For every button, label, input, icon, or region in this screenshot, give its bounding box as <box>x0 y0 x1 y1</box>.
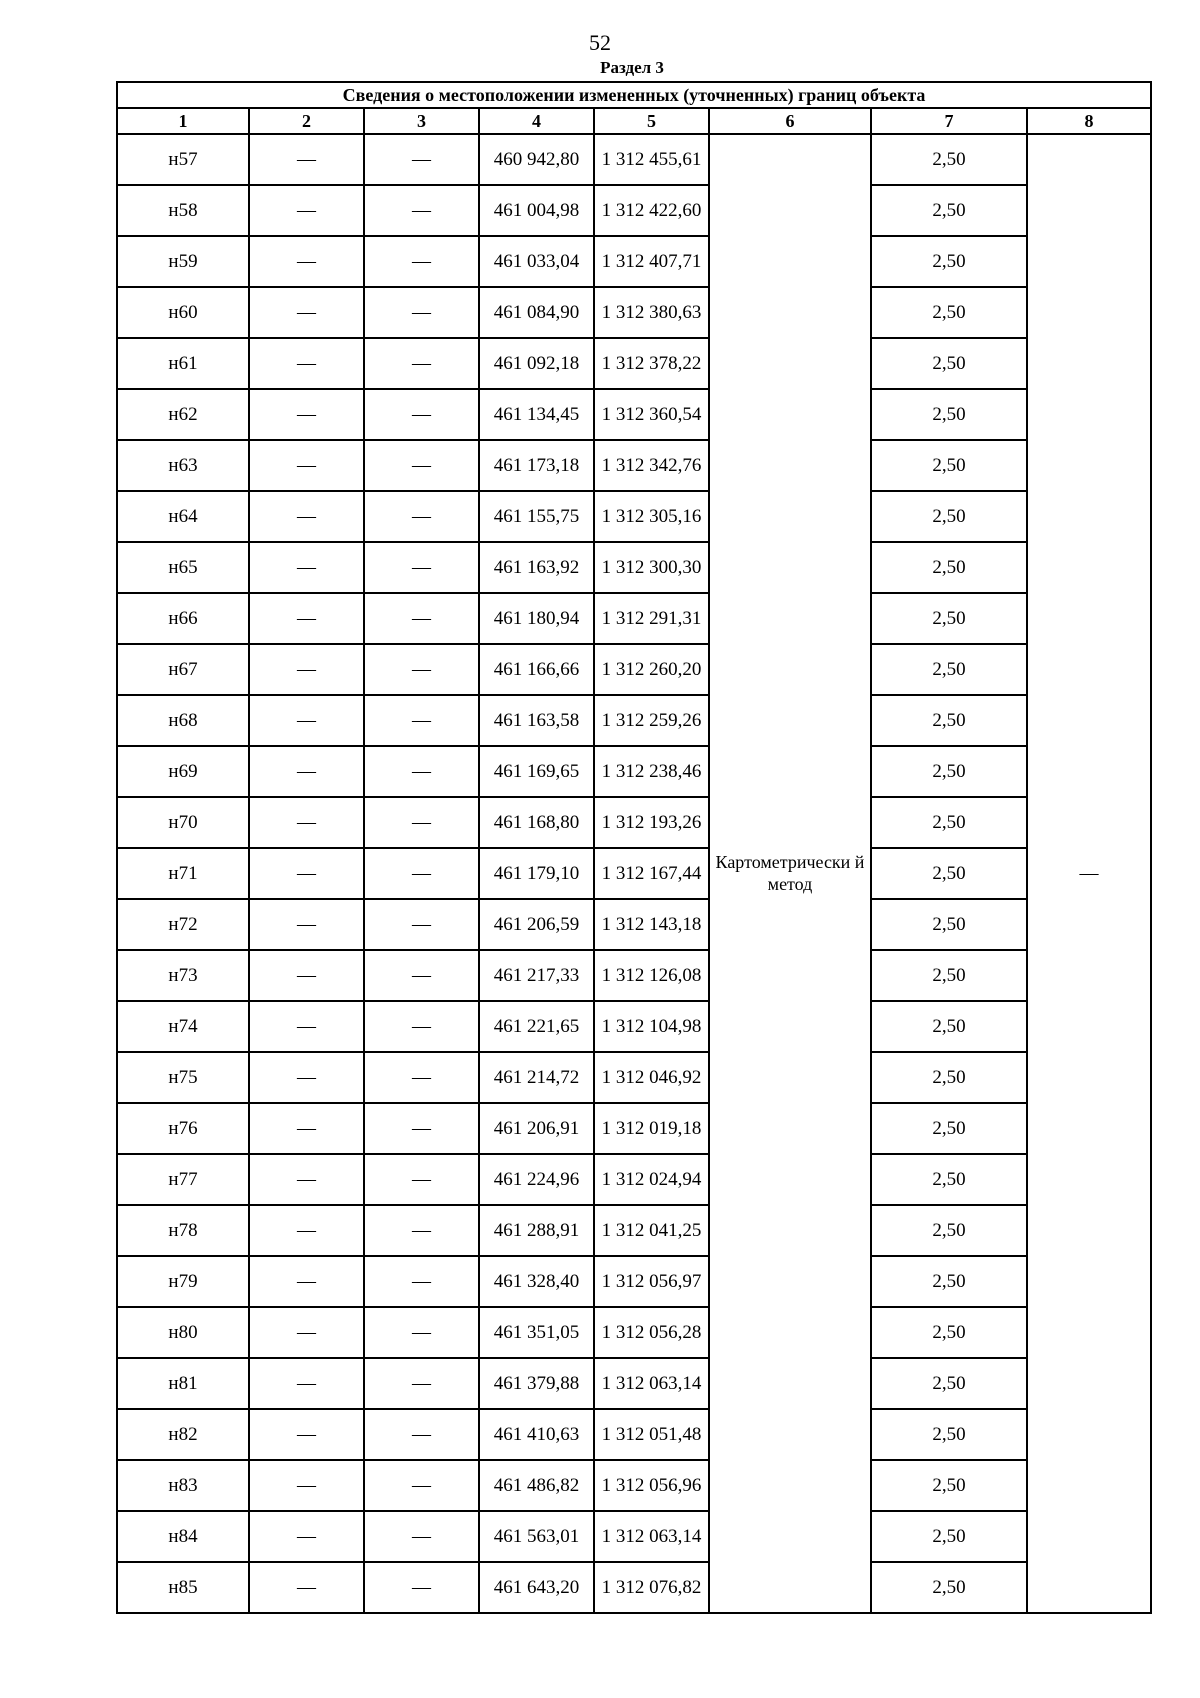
point-id-cell: н74 <box>117 1001 249 1052</box>
coordinate-x-cell: 461 563,01 <box>479 1511 594 1562</box>
table-row <box>117 542 1151 593</box>
table-row <box>117 1562 1151 1613</box>
column-3-cell: — <box>364 644 479 695</box>
coordinate-y-cell: 1 312 455,61 <box>594 134 709 185</box>
point-id-cell: н77 <box>117 1154 249 1205</box>
coordinate-y-cell: 1 312 238,46 <box>594 746 709 797</box>
coordinate-x-cell: 461 169,65 <box>479 746 594 797</box>
point-id-cell: н59 <box>117 236 249 287</box>
column-header: 4 <box>479 108 594 134</box>
column-3-cell: — <box>364 1511 479 1562</box>
table-row <box>117 899 1151 950</box>
table-row <box>117 1511 1151 1562</box>
table-caption: Сведения о местоположении измененных (уточненных) границ объекта <box>117 82 1151 108</box>
point-id-cell: н62 <box>117 389 249 440</box>
point-id-cell: н81 <box>117 1358 249 1409</box>
coordinate-y-cell: 1 312 019,18 <box>594 1103 709 1154</box>
accuracy-cell: 2,50 <box>871 848 1027 899</box>
accuracy-cell: 2,50 <box>871 1205 1027 1256</box>
column-3-cell: — <box>364 338 479 389</box>
column-header: 1 <box>117 108 249 134</box>
table-row <box>117 134 1151 185</box>
table-row <box>117 644 1151 695</box>
table-row <box>117 236 1151 287</box>
column-2-cell: — <box>249 491 364 542</box>
column-3-cell: — <box>364 746 479 797</box>
coordinate-y-cell: 1 312 260,20 <box>594 644 709 695</box>
coordinate-x-cell: 461 180,94 <box>479 593 594 644</box>
coordinate-y-cell: 1 312 126,08 <box>594 950 709 1001</box>
coordinate-x-cell: 461 224,96 <box>479 1154 594 1205</box>
point-id-cell: н58 <box>117 185 249 236</box>
column-3-cell: — <box>364 185 479 236</box>
point-id-cell: н76 <box>117 1103 249 1154</box>
table-row <box>117 1205 1151 1256</box>
accuracy-cell: 2,50 <box>871 287 1027 338</box>
coordinate-x-cell: 461 163,58 <box>479 695 594 746</box>
coordinate-x-cell: 461 379,88 <box>479 1358 594 1409</box>
accuracy-cell: 2,50 <box>871 695 1027 746</box>
coordinate-x-cell: 461 179,10 <box>479 848 594 899</box>
coordinate-y-cell: 1 312 063,14 <box>594 1358 709 1409</box>
coordinate-y-cell: 1 312 291,31 <box>594 593 709 644</box>
column-2-cell: — <box>249 746 364 797</box>
coordinate-y-cell: 1 312 056,96 <box>594 1460 709 1511</box>
column-3-cell: — <box>364 950 479 1001</box>
accuracy-cell: 2,50 <box>871 644 1027 695</box>
coordinate-x-cell: 461 410,63 <box>479 1409 594 1460</box>
column-3-cell: — <box>364 899 479 950</box>
point-id-cell: н60 <box>117 287 249 338</box>
accuracy-cell: 2,50 <box>871 593 1027 644</box>
point-id-cell: н71 <box>117 848 249 899</box>
column-2-cell: — <box>249 797 364 848</box>
point-id-cell: н75 <box>117 1052 249 1103</box>
boundary-coordinates-table <box>116 81 1152 1614</box>
coordinate-x-cell: 461 214,72 <box>479 1052 594 1103</box>
coordinate-y-cell: 1 312 342,76 <box>594 440 709 491</box>
coordinate-x-cell: 460 942,80 <box>479 134 594 185</box>
coordinate-x-cell: 461 168,80 <box>479 797 594 848</box>
coordinate-x-cell: 461 004,98 <box>479 185 594 236</box>
coordinate-y-cell: 1 312 063,14 <box>594 1511 709 1562</box>
accuracy-cell: 2,50 <box>871 134 1027 185</box>
point-id-cell: н79 <box>117 1256 249 1307</box>
column-2-cell: — <box>249 1562 364 1613</box>
table-row <box>117 287 1151 338</box>
column-2-cell: — <box>249 185 364 236</box>
table-row <box>117 797 1151 848</box>
point-id-cell: н57 <box>117 134 249 185</box>
accuracy-cell: 2,50 <box>871 185 1027 236</box>
column-3-cell: — <box>364 491 479 542</box>
page-number: 52 <box>589 30 611 55</box>
column-header: 6 <box>709 108 871 134</box>
table-row <box>117 1307 1151 1358</box>
column-2-cell: — <box>249 389 364 440</box>
column-3-cell: — <box>364 695 479 746</box>
column-2-cell: — <box>249 1001 364 1052</box>
coordinate-x-cell: 461 217,33 <box>479 950 594 1001</box>
table-row <box>117 1460 1151 1511</box>
column-2-cell: — <box>249 1205 364 1256</box>
column-2-cell: — <box>249 287 364 338</box>
coordinate-y-cell: 1 312 193,26 <box>594 797 709 848</box>
column-3-cell: — <box>364 1256 479 1307</box>
table-row <box>117 491 1151 542</box>
column-3-cell: — <box>364 1409 479 1460</box>
coordinate-y-cell: 1 312 056,97 <box>594 1256 709 1307</box>
coordinate-y-cell: 1 312 046,92 <box>594 1052 709 1103</box>
column-3-cell: — <box>364 440 479 491</box>
column-3-cell: — <box>364 797 479 848</box>
column-3-cell: — <box>364 1001 479 1052</box>
table-row <box>117 1154 1151 1205</box>
table-row <box>117 1001 1151 1052</box>
coordinate-x-cell: 461 221,65 <box>479 1001 594 1052</box>
coordinate-x-cell: 461 206,91 <box>479 1103 594 1154</box>
column-2-cell: — <box>249 1511 364 1562</box>
column-2-cell: — <box>249 338 364 389</box>
point-id-cell: н67 <box>117 644 249 695</box>
accuracy-cell: 2,50 <box>871 338 1027 389</box>
coordinate-x-cell: 461 328,40 <box>479 1256 594 1307</box>
accuracy-cell: 2,50 <box>871 1409 1027 1460</box>
column-header: 8 <box>1027 108 1151 134</box>
point-id-cell: н85 <box>117 1562 249 1613</box>
table-row <box>117 746 1151 797</box>
column-3-cell: — <box>364 542 479 593</box>
point-id-cell: н82 <box>117 1409 249 1460</box>
column-2-cell: — <box>249 644 364 695</box>
column-3-cell: — <box>364 1103 479 1154</box>
table-header-row <box>117 108 1151 134</box>
table-row <box>117 440 1151 491</box>
column-2-cell: — <box>249 1460 364 1511</box>
coordinate-y-cell: 1 312 104,98 <box>594 1001 709 1052</box>
accuracy-cell: 2,50 <box>871 440 1027 491</box>
column-8-cell: — <box>1027 134 1151 1613</box>
coordinate-y-cell: 1 312 380,63 <box>594 287 709 338</box>
point-id-cell: н78 <box>117 1205 249 1256</box>
method-cell: Картометрически й метод <box>709 134 871 1613</box>
table-row <box>117 389 1151 440</box>
column-2-cell: — <box>249 1256 364 1307</box>
table-row <box>117 338 1151 389</box>
column-2-cell: — <box>249 899 364 950</box>
table-row <box>117 1052 1151 1103</box>
coordinate-y-cell: 1 312 024,94 <box>594 1154 709 1205</box>
table-row <box>117 1103 1151 1154</box>
accuracy-cell: 2,50 <box>871 491 1027 542</box>
column-2-cell: — <box>249 236 364 287</box>
point-id-cell: н63 <box>117 440 249 491</box>
table-row <box>117 1409 1151 1460</box>
coordinate-x-cell: 461 084,90 <box>479 287 594 338</box>
column-3-cell: — <box>364 1358 479 1409</box>
column-3-cell: — <box>364 236 479 287</box>
point-id-cell: н70 <box>117 797 249 848</box>
coordinate-y-cell: 1 312 300,30 <box>594 542 709 593</box>
coordinate-x-cell: 461 166,66 <box>479 644 594 695</box>
column-2-cell: — <box>249 1154 364 1205</box>
table-caption-row <box>117 82 1151 108</box>
column-2-cell: — <box>249 1307 364 1358</box>
coordinate-x-cell: 461 134,45 <box>479 389 594 440</box>
coordinate-y-cell: 1 312 259,26 <box>594 695 709 746</box>
point-id-cell: н80 <box>117 1307 249 1358</box>
coordinate-x-cell: 461 155,75 <box>479 491 594 542</box>
column-2-cell: — <box>249 695 364 746</box>
table-row <box>117 695 1151 746</box>
column-2-cell: — <box>249 950 364 1001</box>
column-2-cell: — <box>249 848 364 899</box>
accuracy-cell: 2,50 <box>871 1511 1027 1562</box>
coordinate-x-cell: 461 206,59 <box>479 899 594 950</box>
point-id-cell: н83 <box>117 1460 249 1511</box>
accuracy-cell: 2,50 <box>871 542 1027 593</box>
column-3-cell: — <box>364 1205 479 1256</box>
point-id-cell: н66 <box>117 593 249 644</box>
column-2-cell: — <box>249 593 364 644</box>
column-3-cell: — <box>364 593 479 644</box>
accuracy-cell: 2,50 <box>871 950 1027 1001</box>
coordinate-x-cell: 461 351,05 <box>479 1307 594 1358</box>
accuracy-cell: 2,50 <box>871 746 1027 797</box>
column-2-cell: — <box>249 542 364 593</box>
column-header: 5 <box>594 108 709 134</box>
column-2-cell: — <box>249 1052 364 1103</box>
column-2-cell: — <box>249 1409 364 1460</box>
accuracy-cell: 2,50 <box>871 1103 1027 1154</box>
table-row <box>117 185 1151 236</box>
table-row <box>117 1256 1151 1307</box>
accuracy-cell: 2,50 <box>871 1052 1027 1103</box>
coordinate-y-cell: 1 312 305,16 <box>594 491 709 542</box>
coordinate-y-cell: 1 312 143,18 <box>594 899 709 950</box>
column-2-cell: — <box>249 1358 364 1409</box>
column-3-cell: — <box>364 134 479 185</box>
point-id-cell: н73 <box>117 950 249 1001</box>
coordinate-y-cell: 1 312 056,28 <box>594 1307 709 1358</box>
column-3-cell: — <box>364 287 479 338</box>
accuracy-cell: 2,50 <box>871 1256 1027 1307</box>
point-id-cell: н84 <box>117 1511 249 1562</box>
table-row <box>117 1358 1151 1409</box>
coordinate-y-cell: 1 312 051,48 <box>594 1409 709 1460</box>
accuracy-cell: 2,50 <box>871 1358 1027 1409</box>
accuracy-cell: 2,50 <box>871 797 1027 848</box>
coordinate-x-cell: 461 173,18 <box>479 440 594 491</box>
coordinate-y-cell: 1 312 041,25 <box>594 1205 709 1256</box>
column-3-cell: — <box>364 1154 479 1205</box>
column-header: 7 <box>871 108 1027 134</box>
accuracy-cell: 2,50 <box>871 1001 1027 1052</box>
coordinate-y-cell: 1 312 076,82 <box>594 1562 709 1613</box>
column-3-cell: — <box>364 1052 479 1103</box>
column-header: 3 <box>364 108 479 134</box>
table-row <box>117 848 1151 899</box>
coordinate-x-cell: 461 288,91 <box>479 1205 594 1256</box>
column-3-cell: — <box>364 1307 479 1358</box>
accuracy-cell: 2,50 <box>871 1154 1027 1205</box>
column-2-cell: — <box>249 134 364 185</box>
table-row <box>117 950 1151 1001</box>
point-id-cell: н69 <box>117 746 249 797</box>
accuracy-cell: 2,50 <box>871 1307 1027 1358</box>
column-3-cell: — <box>364 1562 479 1613</box>
column-3-cell: — <box>364 389 479 440</box>
coordinate-x-cell: 461 092,18 <box>479 338 594 389</box>
point-id-cell: н65 <box>117 542 249 593</box>
coordinate-x-cell: 461 163,92 <box>479 542 594 593</box>
accuracy-cell: 2,50 <box>871 389 1027 440</box>
column-2-cell: — <box>249 440 364 491</box>
accuracy-cell: 2,50 <box>871 236 1027 287</box>
coordinate-y-cell: 1 312 407,71 <box>594 236 709 287</box>
table-row <box>117 593 1151 644</box>
coordinate-y-cell: 1 312 167,44 <box>594 848 709 899</box>
table-body <box>117 82 1151 1613</box>
coordinate-y-cell: 1 312 378,22 <box>594 338 709 389</box>
point-id-cell: н72 <box>117 899 249 950</box>
coordinate-x-cell: 461 643,20 <box>479 1562 594 1613</box>
point-id-cell: н64 <box>117 491 249 542</box>
coordinate-x-cell: 461 033,04 <box>479 236 594 287</box>
coordinate-y-cell: 1 312 360,54 <box>594 389 709 440</box>
coordinate-x-cell: 461 486,82 <box>479 1460 594 1511</box>
point-id-cell: н68 <box>117 695 249 746</box>
point-id-cell: н61 <box>117 338 249 389</box>
column-3-cell: — <box>364 848 479 899</box>
accuracy-cell: 2,50 <box>871 1562 1027 1613</box>
column-3-cell: — <box>364 1460 479 1511</box>
accuracy-cell: 2,50 <box>871 899 1027 950</box>
accuracy-cell: 2,50 <box>871 1460 1027 1511</box>
coordinate-y-cell: 1 312 422,60 <box>594 185 709 236</box>
section-title: Раздел 3 <box>600 58 664 77</box>
column-header: 2 <box>249 108 364 134</box>
column-2-cell: — <box>249 1103 364 1154</box>
